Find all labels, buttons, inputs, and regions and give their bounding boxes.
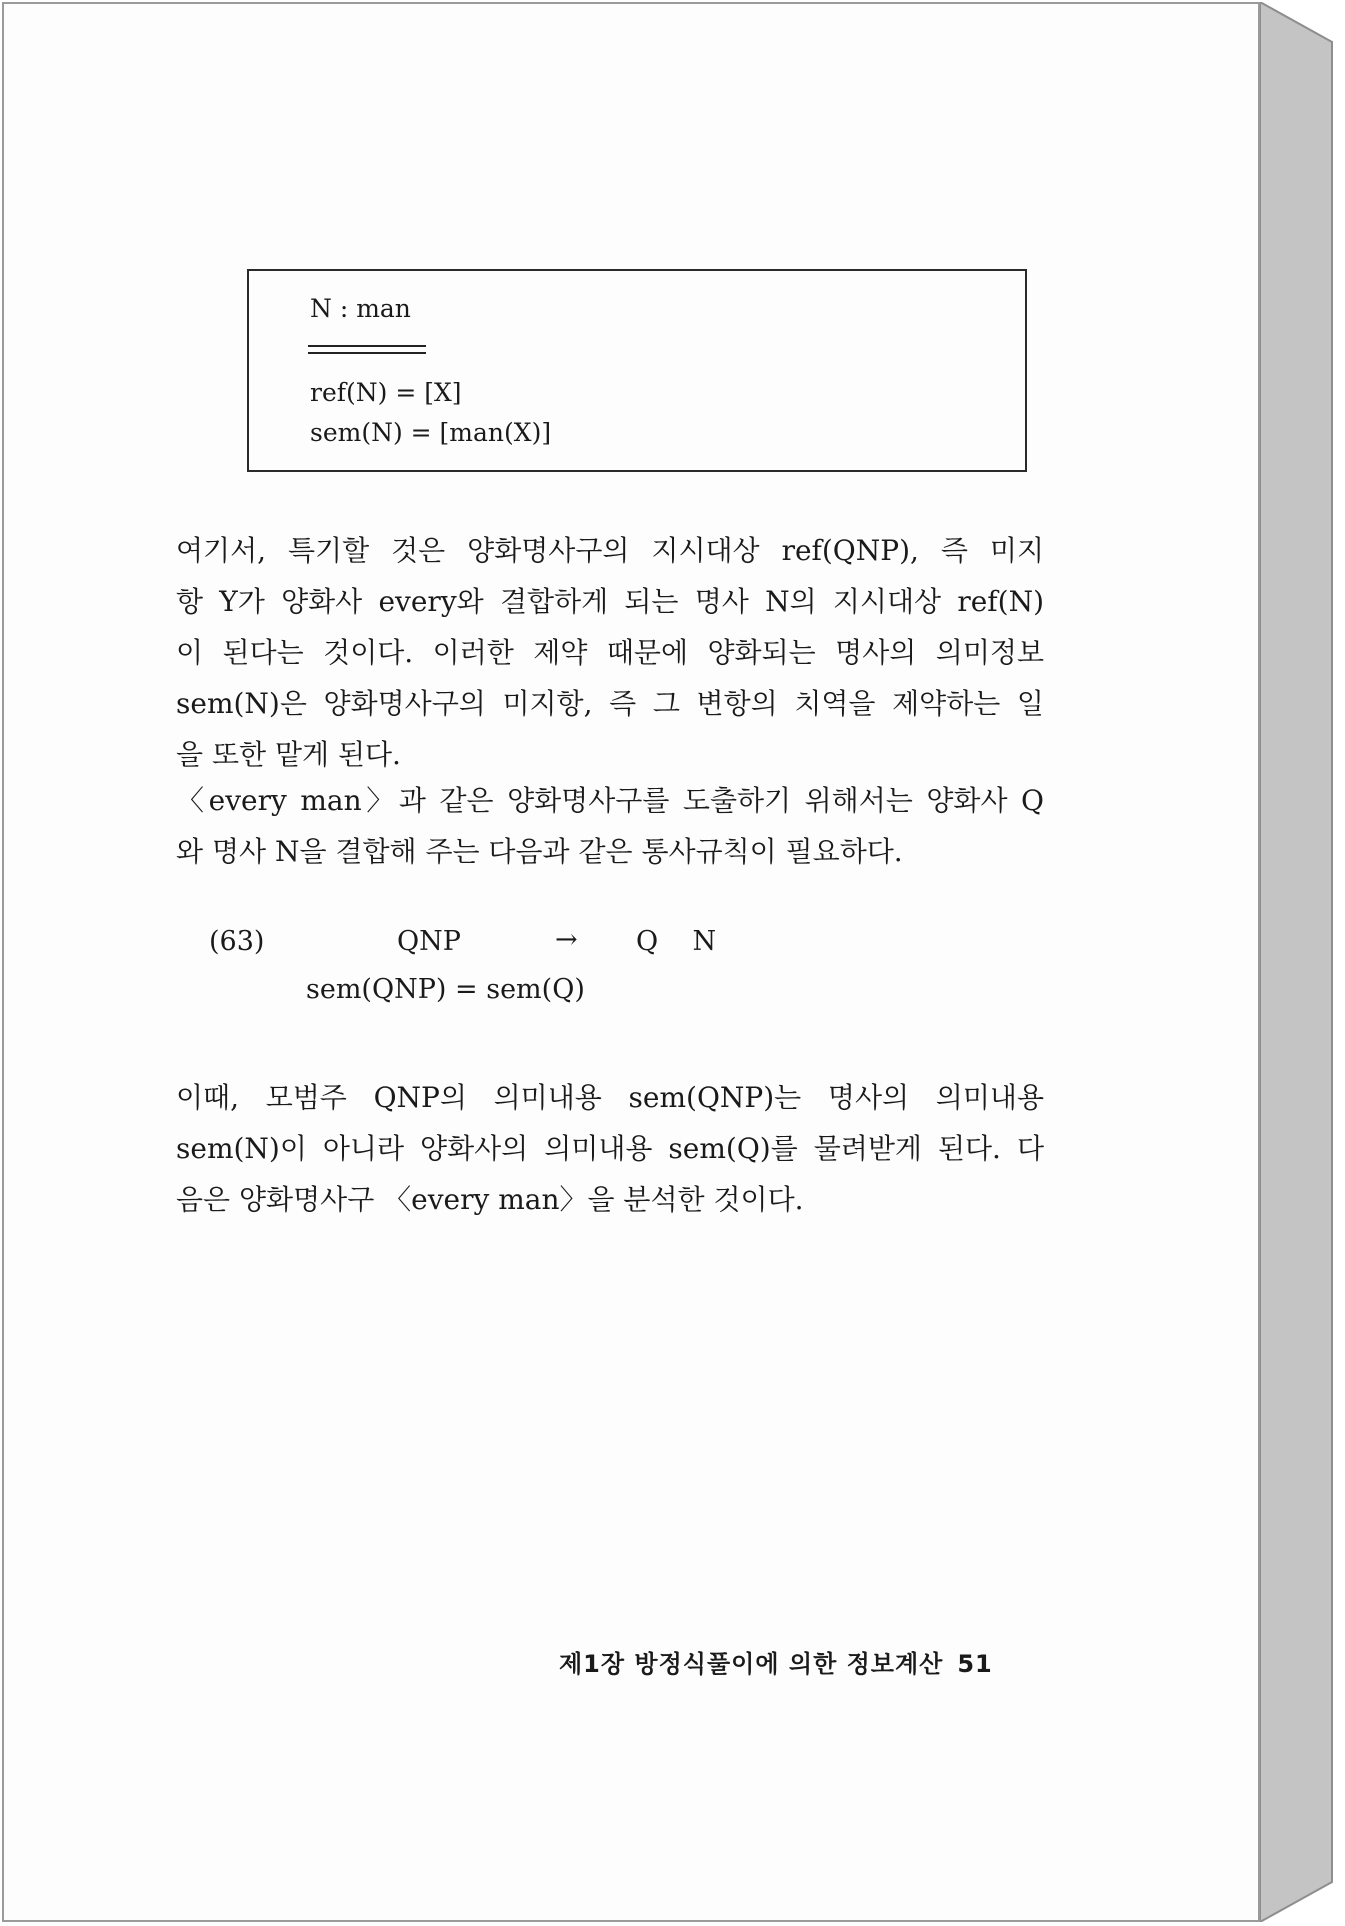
paragraph-line: 〈every man〉과 같은 양화명사구를 도출하기 위해서는 양화사 Q — [176, 784, 1044, 817]
example-number: (63) — [209, 926, 265, 957]
paragraph-line: sem(N)이 아니라 양화사의 의미내용 sem(Q)를 물려받게 된다. 다 — [176, 1132, 1044, 1165]
page-number: 51 — [957, 1650, 993, 1678]
example-lhs: QNP — [397, 926, 461, 957]
box-line-2: ref(N) = [X] — [310, 378, 462, 407]
book-edge — [1260, 2, 1344, 1922]
paragraph-line: 을 또한 맡게 된다. — [176, 738, 401, 771]
example-rhs: Q N — [636, 926, 717, 957]
running-footer — [559, 1644, 993, 1679]
chapter-title: 제1장 방정식풀이에 의한 정보계산 — [559, 1650, 944, 1678]
paragraph-line: 여기서, 특기할 것은 양화명사구의 지시대상 ref(QNP), 즉 미지 — [176, 534, 1044, 567]
box-line-1: N : man — [310, 294, 411, 323]
paragraph-line: 항 Y가 양화사 every와 결합하게 되는 명사 N의 지시대상 ref(N) — [176, 585, 1044, 618]
paragraph-3 — [176, 1072, 1044, 1225]
paragraph-2 — [176, 775, 1044, 877]
paragraph-line: 이때, 모범주 QNP의 의미내용 sem(QNP)는 명사의 의미내용 — [176, 1081, 1044, 1114]
paragraph-1 — [176, 525, 1044, 780]
rule-box — [247, 269, 1027, 472]
double-rule-divider — [308, 345, 426, 354]
example-semantics: sem(QNP) = sem(Q) — [306, 974, 585, 1005]
paragraph-line: sem(N)은 양화명사구의 미지항, 즉 그 변항의 치역을 제약하는 일 — [176, 687, 1044, 720]
paragraph-line: 음은 양화명사구 〈every man〉을 분석한 것이다. — [176, 1183, 804, 1216]
arrow-icon: → — [555, 924, 578, 955]
paragraph-line: 이 된다는 것이다. 이러한 제약 때문에 양화되는 명사의 의미정보 — [176, 636, 1044, 669]
paragraph-line: 와 명사 N을 결합해 주는 다음과 같은 통사규칙이 필요하다. — [176, 835, 903, 868]
page-sheet — [2, 2, 1260, 1922]
box-line-3: sem(N) = [man(X)] — [310, 418, 552, 447]
